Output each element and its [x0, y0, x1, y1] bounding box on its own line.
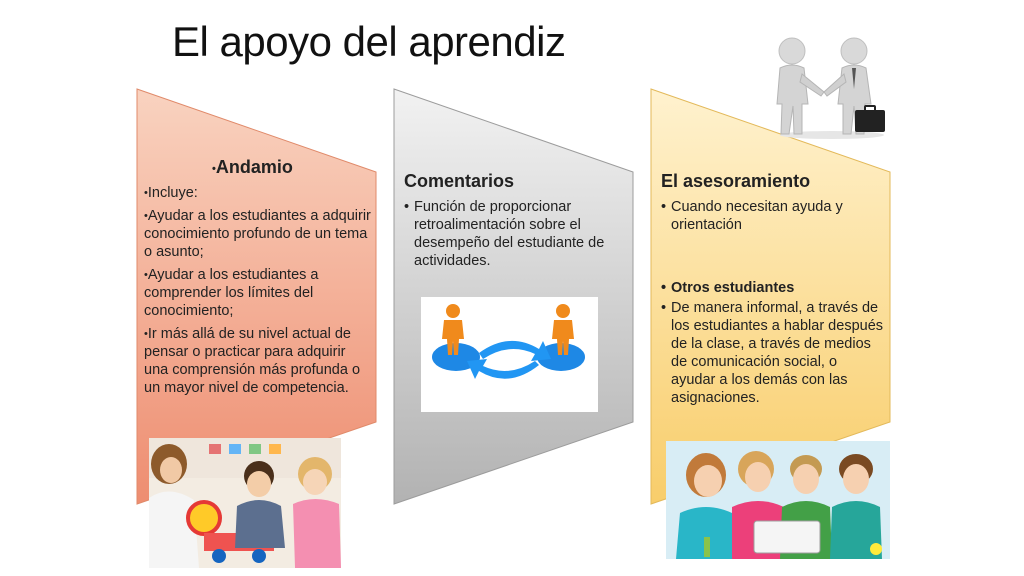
teacher-with-children-photo: [149, 438, 341, 568]
andamio-item: • Ir más allá de su nivel actual de pensar o practicar para adquirir una comprensión más profunda o un mayor nivel de competencia.: [144, 325, 372, 397]
panel-asesoramiento-heading: El asesoramiento: [661, 171, 811, 191]
panel-andamio-heading: •Andamio: [212, 157, 293, 177]
panel-comentarios-heading: Comentarios: [404, 171, 515, 191]
andamio-item: • Ayudar a los estudiantes a adquirir conocimiento profundo de un tema o asunto;: [144, 207, 372, 261]
andamio-item: • Incluye:: [144, 184, 372, 202]
asesoramiento-subitem: • De manera informal, a través de los estudiantes a hablar después de la clase, a través de medios de comunicación social, o ayudar a los demás con las asignaciones.: [661, 299, 883, 407]
asesoramiento-subheading: • Otros estudiantes: [661, 279, 883, 297]
andamio-item: • Ayudar a los estudiantes a comprender los límites del conocimiento;: [144, 266, 372, 320]
panel-andamio: [144, 158, 372, 402]
panel-asesoramiento: [661, 172, 883, 409]
feedback-cycle-icon: [421, 297, 598, 412]
students-with-tablet-photo: [666, 441, 890, 559]
comentarios-item: • Función de proporcionar retroalimentación sobre el desempeño del estudiante de actividades.: [404, 198, 619, 270]
asesoramiento-item: • Cuando necesitan ayuda y orientación: [661, 198, 883, 234]
slide-title: El apoyo del aprendiz: [172, 18, 566, 65]
handshake-figures-icon: [772, 34, 892, 140]
feedback-cycle-image: [421, 297, 598, 412]
panel-comentarios: [404, 172, 619, 272]
